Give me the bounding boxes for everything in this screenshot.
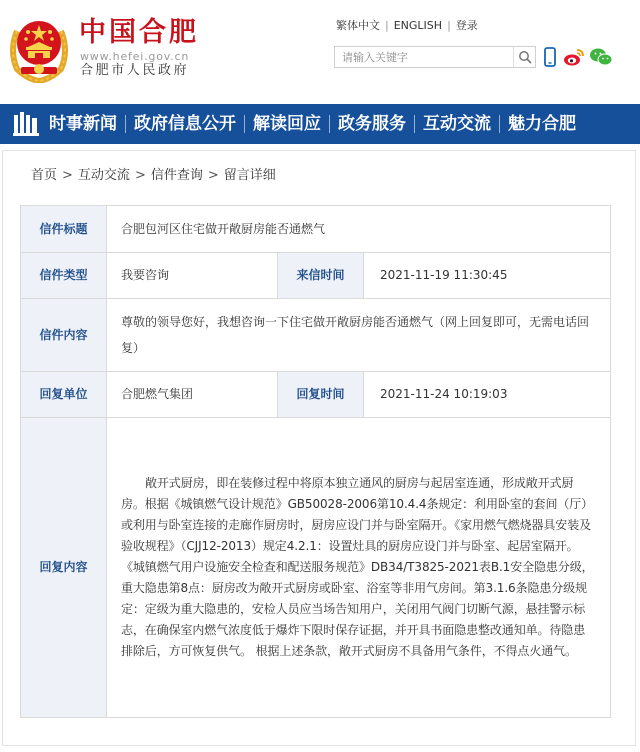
top-links — [336, 19, 478, 33]
table-row — [21, 372, 611, 418]
site-url: www.hefei.gov.cn — [80, 50, 190, 63]
letter-detail-table — [20, 205, 611, 718]
title-label: 信件标题 — [21, 206, 107, 253]
nav-item-services[interactable]: 政务服务 — [338, 114, 406, 134]
search-icon — [518, 50, 532, 64]
wechat-link[interactable] — [589, 47, 613, 69]
nav-item-interaction[interactable]: 互动交流 — [423, 114, 491, 134]
weibo-link[interactable] — [563, 47, 585, 69]
site-header — [0, 0, 640, 104]
nav-separator — [499, 115, 500, 133]
site-org: 合肥市人民政府 — [80, 63, 190, 78]
search-button[interactable] — [513, 47, 535, 67]
mobile-icon — [544, 47, 556, 67]
breadcrumb-arrow: > — [134, 168, 146, 183]
search-input[interactable] — [335, 47, 511, 67]
reply-unit-label: 回复单位 — [21, 372, 107, 418]
content-label: 信件内容 — [21, 299, 107, 372]
nav-item-news[interactable]: 时事新闻 — [49, 114, 117, 134]
reply-time-value: 2021-11-24 10:19:03 — [364, 372, 611, 418]
reply-time-label: 回复时间 — [278, 372, 364, 418]
main-nav — [0, 104, 640, 144]
link-login[interactable]: 登录 — [455, 19, 478, 32]
breadcrumb-letter-query[interactable]: 信件查询 — [150, 168, 203, 183]
site-name: 中国合肥 — [79, 17, 199, 48]
nav-item-interpretation[interactable]: 解读回应 — [253, 114, 321, 134]
breadcrumb-arrow: > — [62, 168, 73, 183]
breadcrumb-current: 留言详细 — [223, 168, 276, 183]
table-row — [21, 206, 611, 253]
nav-separator — [329, 115, 330, 133]
reply-content-label: 回复内容 — [21, 418, 107, 718]
nav-items — [46, 104, 579, 144]
weibo-icon — [563, 47, 585, 67]
nav-separator — [414, 115, 415, 133]
national-emblem-icon — [7, 11, 71, 83]
content-value: 尊敬的领导您好，我想咨询一下住宅做开敞厨房能否通燃气（网上回复即可，无需电话回复） — [107, 299, 611, 372]
nav-building-icon[interactable] — [13, 112, 39, 136]
reply-unit-value: 合肥燃气集团 — [107, 372, 278, 418]
time-value: 2021-11-19 11:30:45 — [364, 253, 611, 299]
table-row — [21, 253, 611, 299]
content-panel — [2, 150, 636, 746]
wechat-icon — [589, 47, 613, 67]
breadcrumb — [31, 167, 276, 185]
table-row — [21, 299, 611, 372]
type-value: 我要咨询 — [107, 253, 278, 299]
nav-item-charm-hefei[interactable]: 魅力合肥 — [508, 114, 576, 134]
mobile-link[interactable] — [544, 47, 556, 69]
title-value: 合肥包河区住宅做开敞厨房能否通燃气 — [107, 206, 611, 253]
time-label: 来信时间 — [278, 253, 364, 299]
search-box — [334, 46, 536, 68]
nav-item-gov-info[interactable]: 政府信息公开 — [134, 114, 236, 134]
breadcrumb-arrow: > — [207, 168, 219, 183]
table-row — [21, 418, 611, 718]
nav-separator — [125, 115, 126, 133]
link-separator: | — [447, 19, 451, 32]
reply-content-value: 敞开式厨房，即在装修过程中将原本独立通风的厨房与起居室连通，形成敞开式厨房。根据《城镇燃气设计规范》GB50028-2006第10.4.4条规定：利用卧室的套间（厅）或利用与卧室连接的走廊作厨房时，厨房应设门并与卧室隔开。《家用燃气燃烧器具安装及验收规程》（CJJ12-2013）规定4.2.1：设置灶具的厨房应设门并与卧室、起居室隔开。《城镇燃气用户设施安全检查和配送服务规范》DB34/T3825-2021表B.1安全隐患分级，重大隐患第8点：厨房改为敞开式厨房或卧室、浴室等非用气房间。第3.1.6条隐患分级规定：定级为重大隐患的，安检人员应当场告知用户，关闭用气阀门切断气源，悬挂警示标志，在确保室内燃气浓度低于爆炸下限时保存证据，并开具书面隐患整改通知单。待隐患排除后，方可恢复供气。 根据上述条款，敞开式厨房不具备用气条件，不得点火通气。 — [107, 418, 611, 718]
type-label: 信件类型 — [21, 253, 107, 299]
link-english[interactable]: ENGLISH — [393, 19, 443, 32]
breadcrumb-home[interactable]: 首页 — [31, 168, 58, 183]
link-traditional-chinese[interactable]: 繁体中文 — [336, 19, 380, 32]
nav-separator — [244, 115, 245, 133]
link-separator: | — [385, 19, 389, 32]
breadcrumb-interaction[interactable]: 互动交流 — [77, 168, 130, 183]
